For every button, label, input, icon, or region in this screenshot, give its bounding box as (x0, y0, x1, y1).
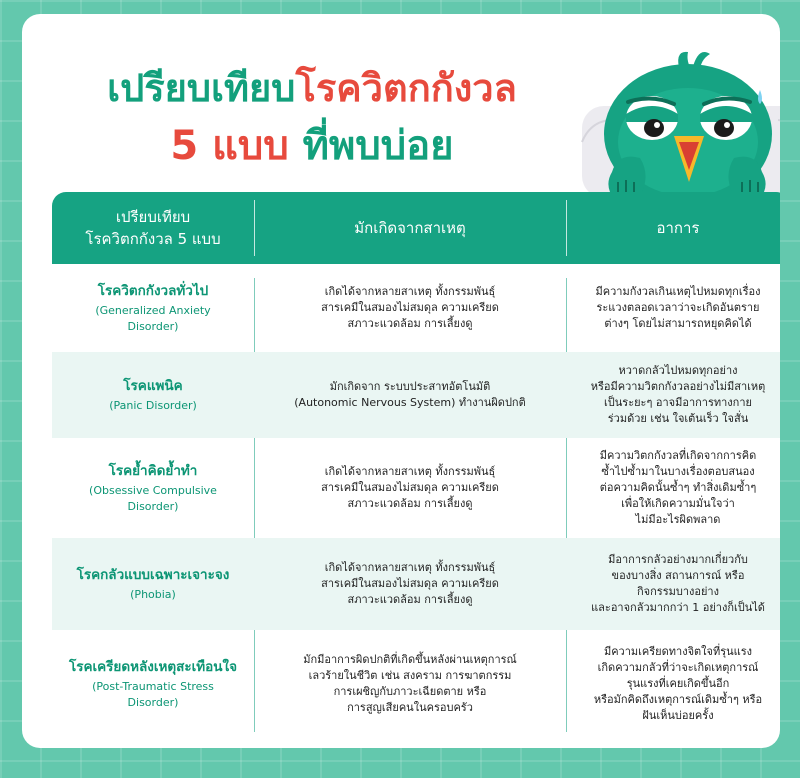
cause-text: เกิดได้จากหลายสาเหตุ ทั้งกรรมพันธุ์ สารเคมีในสมองไม่สมดุล ความเครียด สภาวะแวดล้อม การเลี้ยงดู (321, 285, 499, 330)
symptoms-text: มีความกังวลเกินเหตุไปหมดทุกเรื่อง ระแวงตลอดเวลาว่าจะเกิดอันตราย ต่างๆ โดยไม่สามารถหยุดคิดได้ (595, 285, 761, 330)
disorder-name-thai: โรคแพนิค (123, 378, 183, 394)
disorder-name-english: (Obsessive Compulsive Disorder) (89, 484, 217, 513)
disorder-name-english: (Phobia) (130, 588, 176, 601)
cause-text: เกิดได้จากหลายสาเหตุ ทั้งกรรมพันธุ์ สารเคมีในสมองไม่สมดุล ความเครียด สภาวะแวดล้อม การเลี้ยงดู (321, 465, 499, 510)
symptoms-text: มีความเครียดทางจิตใจที่รุนแรง เกิดความกลัวที่ว่าจะเกิดเหตุการณ์ รุนแรงที่เคยเกิดขึ้นอีก หรือมักคิดถึงเหตุการณ์เดิมซ้ำๆ หรือ ฝันเห็นบ่อยครั้ง (593, 645, 763, 722)
table-row (52, 630, 780, 738)
disorder-name-cell (52, 538, 254, 630)
cause-text: มักมีอาการผิดปกติที่เกิดขึ้นหลังผ่านเหตุการณ์ เลวร้ายในชีวิต เช่น สงคราม การฆาตกรรม การเผชิญกับภาวะเฉียดตาย หรือ การสูญเสียคนในครอบครัว (303, 653, 517, 714)
cause-text: เกิดได้จากหลายสาเหตุ ทั้งกรรมพันธุ์ สารเคมีในสมองไม่สมดุล ความเครียด สภาวะแวดล้อม การเลี้ยงดู (321, 561, 499, 606)
infographic-card (22, 14, 780, 748)
title-line-1 (82, 66, 542, 110)
symptoms-cell (566, 264, 780, 352)
symptoms-text: มีอาการกลัวอย่างมากเกี่ยวกับ ของบางสิ่ง สถานการณ์ หรือ กิจกรรมบางอย่าง และอาจกลัวมากกว่า 1 อย่างก็เป็นได้ (591, 553, 765, 614)
disorder-name-english: (Panic Disorder) (109, 399, 197, 412)
header-compare: เปรียบเทียบ โรควิตกกังวล 5 แบบ (85, 208, 221, 248)
table-row (52, 352, 780, 438)
table-header (52, 192, 780, 264)
title-compare: เปรียบเทียบ (107, 66, 296, 110)
symptoms-cell (566, 438, 780, 538)
symptoms-cell (566, 538, 780, 630)
disorder-name-cell (52, 264, 254, 352)
title-common: ที่พบบ่อย (302, 123, 454, 169)
disorder-name-cell (52, 352, 254, 438)
title-anxiety: โรควิตกกังวล (295, 66, 517, 110)
disorder-name-thai: โรคเครียดหลังเหตุสะเทือนใจ (69, 659, 237, 675)
sad-bird-mascot-icon (570, 42, 780, 194)
cause-cell (254, 538, 566, 630)
symptoms-cell (566, 352, 780, 438)
title-line-2 (82, 122, 542, 170)
symptoms-text: มีความวิตกกังวลที่เกิดจากการคิด ซ้ำไปซ้ำมาในบางเรื่องตอบสนอง ต่อความคิดนั้นซ้ำๆ ทำสิ่งเดิมซ้ำๆ เพื่อให้เกิดความมั่นใจว่า ไม่มีอะไรผิดพลาด (599, 449, 757, 526)
disorder-name-thai: โรคกลัวแบบเฉพาะเจาะจง (76, 567, 230, 583)
disorder-name-english: (Generalized Anxiety Disorder) (95, 304, 211, 333)
cause-cell (254, 630, 566, 738)
title-types: แบบ (212, 123, 289, 169)
title-number: 5 (170, 123, 199, 169)
symptoms-text: หวาดกลัวไปหมดทุกอย่าง หรือมีความวิตกกังวลอย่างไม่มีสาเหตุ เป็นระยะๆ อาจมีอาการทางกาย ร่วมด้วย เช่น ใจเต้นเร็ว ใจสั่น (590, 364, 766, 425)
disorder-name-thai: โรคย้ำคิดย้ำทำ (108, 463, 198, 479)
header-symptoms: อาการ (656, 219, 700, 237)
disorder-name-cell (52, 630, 254, 738)
disorder-name-english: (Post-Traumatic Stress Disorder) (92, 680, 214, 709)
disorder-name-thai: โรควิตกกังวลทั่วไป (97, 283, 209, 299)
table-row (52, 264, 780, 352)
symptoms-cell (566, 630, 780, 738)
cause-cell (254, 438, 566, 538)
header-cause: มักเกิดจากสาเหตุ (354, 219, 466, 237)
disorder-name-cell (52, 438, 254, 538)
cause-cell (254, 352, 566, 438)
cause-cell (254, 264, 566, 352)
comparison-table (52, 192, 780, 740)
table-row (52, 438, 780, 538)
table-row (52, 538, 780, 630)
cause-text: มักเกิดจาก ระบบประสาทอัตโนมัติ (Autonomic Nervous System) ทำงานผิดปกติ (294, 380, 526, 409)
